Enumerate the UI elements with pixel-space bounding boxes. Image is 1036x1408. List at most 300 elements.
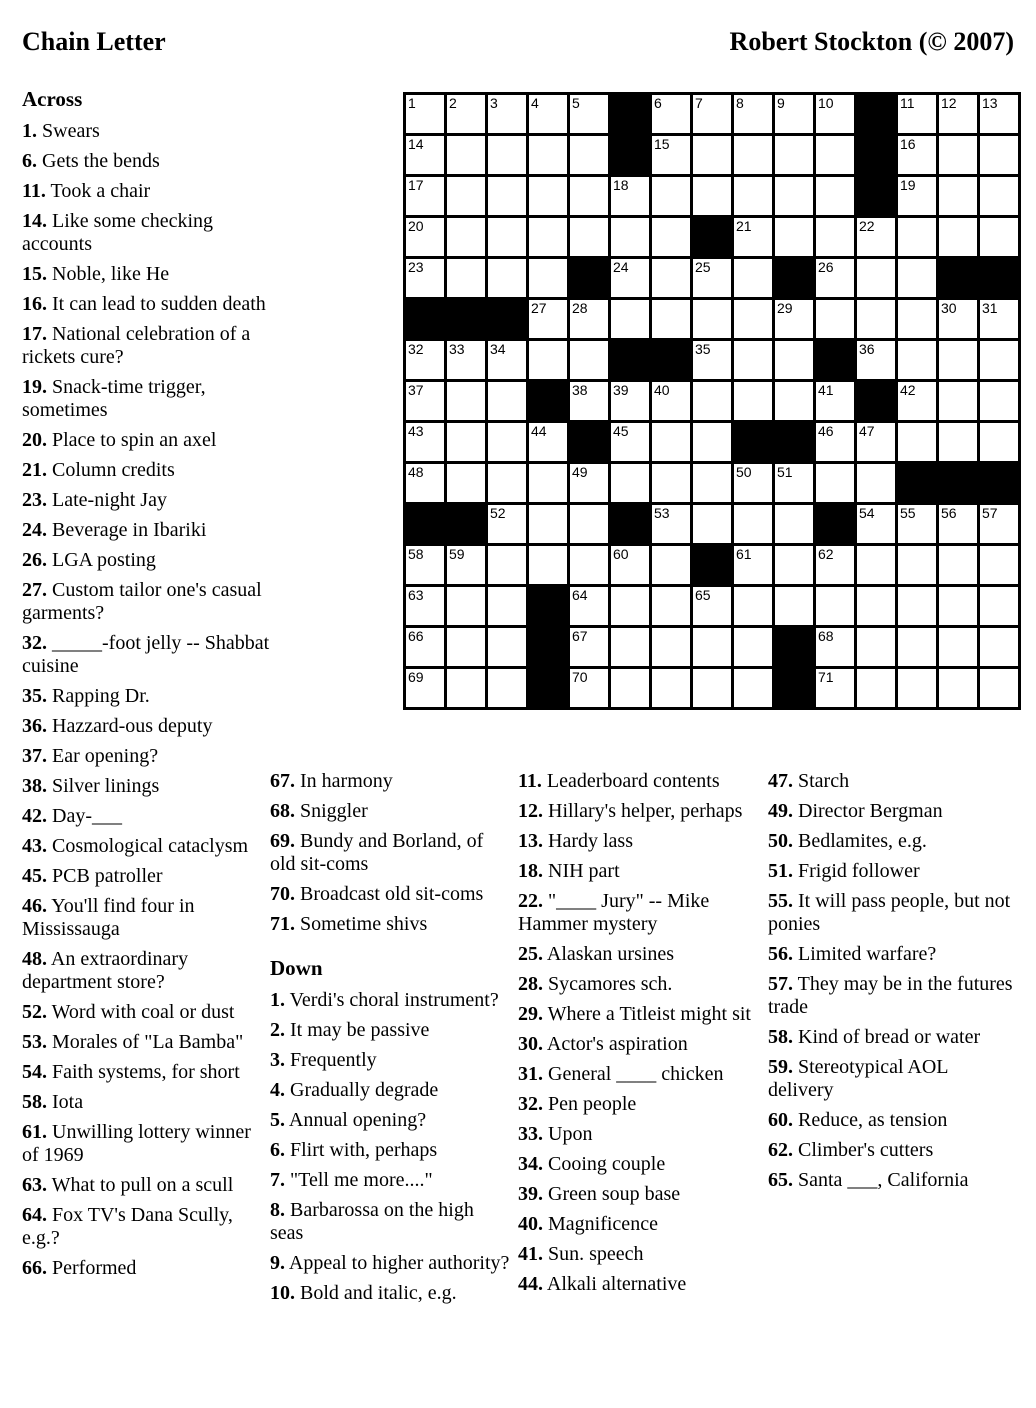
grid-cell[interactable] (529, 423, 567, 461)
grid-cell[interactable] (857, 628, 895, 666)
clue-number: 42. (22, 805, 47, 827)
clue-number: 13. (518, 830, 543, 852)
grid-cell[interactable] (447, 382, 485, 420)
cell-number: 59 (449, 546, 465, 562)
grid-cell-black (816, 505, 854, 543)
grid-cell[interactable] (980, 341, 1018, 379)
grid-cell[interactable] (447, 546, 485, 584)
clue-number: 70. (270, 883, 295, 905)
clue-number: 40. (518, 1213, 543, 1235)
grid-cell-black (775, 628, 813, 666)
clue-number: 38. (22, 775, 47, 797)
clue-number: 53. (22, 1031, 47, 1053)
grid-cell[interactable] (570, 218, 608, 256)
grid-cell[interactable] (898, 95, 936, 133)
across-clue-list (22, 120, 270, 1280)
across-clues-column (22, 88, 270, 1287)
grid-cell[interactable] (693, 259, 731, 297)
clue-down-9: 9. Appeal to higher authority? (270, 1252, 510, 1274)
grid-cell[interactable] (939, 382, 977, 420)
grid-cell[interactable] (693, 136, 731, 174)
grid-cell[interactable] (693, 423, 731, 461)
cell-number: 49 (572, 464, 588, 480)
grid-cell[interactable] (447, 95, 485, 133)
grid-cell[interactable] (734, 546, 772, 584)
grid-cell[interactable] (693, 177, 731, 215)
cell-number: 36 (859, 341, 875, 357)
clue-number: 68. (270, 800, 295, 822)
grid-cell[interactable] (406, 382, 444, 420)
clue-across-48: 48. An extraordinary department store? (22, 948, 189, 993)
clue-across-24: 24. Beverage in Ibariki (22, 519, 207, 541)
grid-cell[interactable] (488, 218, 526, 256)
grid-cell[interactable] (980, 218, 1018, 256)
grid-cell[interactable] (406, 587, 444, 625)
clue-across-46: 46. You'll find four in Mississauga (22, 895, 195, 940)
grid-cell[interactable] (857, 259, 895, 297)
cell-number: 42 (900, 382, 916, 398)
grid-cell[interactable] (570, 95, 608, 133)
grid-cell[interactable] (529, 259, 567, 297)
grid-cell[interactable] (652, 136, 690, 174)
grid-cell[interactable] (488, 546, 526, 584)
cell-number: 51 (777, 464, 793, 480)
grid-cell[interactable] (857, 464, 895, 502)
clue-number: 2. (270, 1019, 285, 1041)
grid-cell[interactable] (611, 218, 649, 256)
grid-cell[interactable] (529, 136, 567, 174)
cell-number: 37 (408, 382, 424, 398)
across-down-clues-column (270, 770, 510, 1312)
grid-cell[interactable] (652, 382, 690, 420)
down-clue-list (270, 989, 510, 1305)
grid-cell-black (652, 341, 690, 379)
grid-cell[interactable] (734, 259, 772, 297)
grid-cell[interactable] (857, 505, 895, 543)
grid-cell[interactable] (898, 300, 936, 338)
down-clues-column-2 (518, 770, 762, 1303)
grid-cell[interactable] (652, 300, 690, 338)
grid-cell[interactable] (652, 669, 690, 707)
grid-cell-black (939, 259, 977, 297)
grid-cell[interactable] (652, 259, 690, 297)
cell-number: 9 (777, 95, 785, 111)
clue-across-61: 61. Unwilling lottery winner of 1969 (22, 1121, 251, 1166)
clue-across-15: 15. Noble, like He (22, 263, 170, 285)
grid-cell[interactable] (447, 587, 485, 625)
grid-cell[interactable] (980, 669, 1018, 707)
clue-across-63: 63. What to pull on a scull (22, 1174, 234, 1196)
grid-cell[interactable] (570, 587, 608, 625)
grid-cell[interactable] (775, 341, 813, 379)
grid-cell[interactable] (529, 177, 567, 215)
grid-cell[interactable] (980, 136, 1018, 174)
grid-cell[interactable] (898, 177, 936, 215)
clue-number: 26. (22, 549, 47, 571)
grid-cell[interactable] (488, 587, 526, 625)
grid-cell[interactable] (775, 95, 813, 133)
clue-number: 11. (518, 770, 542, 792)
grid-cell[interactable] (447, 628, 485, 666)
grid-cell[interactable] (406, 95, 444, 133)
grid-cell[interactable] (734, 300, 772, 338)
grid-cell[interactable] (816, 382, 854, 420)
grid-cell[interactable] (816, 464, 854, 502)
grid-cell[interactable] (857, 300, 895, 338)
grid-cell[interactable] (488, 177, 526, 215)
grid-cell[interactable] (488, 382, 526, 420)
grid-cell[interactable] (611, 587, 649, 625)
grid-cell[interactable] (939, 587, 977, 625)
grid-cell-black (734, 423, 772, 461)
clue-number: 30. (518, 1033, 543, 1055)
grid-cell[interactable] (693, 464, 731, 502)
grid-cell[interactable] (488, 505, 526, 543)
grid-cell[interactable] (652, 423, 690, 461)
grid-cell[interactable] (775, 546, 813, 584)
grid-cell[interactable] (980, 587, 1018, 625)
cell-number: 35 (695, 341, 711, 357)
grid-cell-black (898, 464, 936, 502)
grid-cell[interactable] (488, 341, 526, 379)
clue-number: 56. (768, 943, 793, 965)
clue-number: 33. (518, 1123, 543, 1145)
cell-number: 14 (408, 136, 424, 152)
grid-cell[interactable] (898, 341, 936, 379)
clue-down-59: 59. Stereotypical AOL delivery (768, 1056, 948, 1101)
cell-number: 70 (572, 669, 588, 685)
clue-number: 24. (22, 519, 47, 541)
clue-number: 49. (768, 800, 793, 822)
grid-cell[interactable] (980, 505, 1018, 543)
clue-across-58: 58. Iota (22, 1091, 84, 1113)
grid-cell[interactable] (939, 136, 977, 174)
grid-cell-black (816, 341, 854, 379)
grid-cell[interactable] (857, 546, 895, 584)
cell-number: 5 (572, 95, 580, 111)
grid-cell[interactable] (980, 300, 1018, 338)
grid-cell[interactable] (611, 382, 649, 420)
grid-cell[interactable] (939, 341, 977, 379)
grid-cell[interactable] (652, 177, 690, 215)
clue-number: 65. (768, 1169, 793, 1191)
grid-cell[interactable] (816, 669, 854, 707)
grid-cell-black (529, 382, 567, 420)
cell-number: 62 (818, 546, 834, 562)
grid-cell[interactable] (488, 259, 526, 297)
grid-cell[interactable] (816, 546, 854, 584)
grid-cell[interactable] (939, 300, 977, 338)
grid-cell[interactable] (898, 218, 936, 256)
clue-down-3: 3. Frequently (270, 1049, 377, 1071)
grid-cell[interactable] (734, 95, 772, 133)
grid-cell[interactable] (652, 587, 690, 625)
grid-cell[interactable] (406, 464, 444, 502)
grid-cell[interactable] (406, 423, 444, 461)
grid-cell[interactable] (734, 218, 772, 256)
grid-cell[interactable] (611, 464, 649, 502)
grid-cell[interactable] (406, 218, 444, 256)
grid-cell[interactable] (816, 300, 854, 338)
grid-cell[interactable] (816, 218, 854, 256)
grid-cell[interactable] (570, 464, 608, 502)
grid-cell[interactable] (693, 95, 731, 133)
grid-cell[interactable] (488, 136, 526, 174)
grid-cell[interactable] (611, 259, 649, 297)
grid-cell[interactable] (939, 218, 977, 256)
grid-cell[interactable] (980, 423, 1018, 461)
grid-cell[interactable] (529, 300, 567, 338)
grid-cell[interactable] (693, 628, 731, 666)
clue-down-28: 28. Sycamores sch. (518, 973, 673, 995)
grid-cell[interactable] (857, 341, 895, 379)
grid-cell[interactable] (816, 95, 854, 133)
down-clue-list-continued (768, 770, 1018, 1192)
grid-cell-black (857, 382, 895, 420)
clue-across-37: 37. Ear opening? (22, 745, 159, 767)
grid-cell[interactable] (857, 669, 895, 707)
grid-cell[interactable] (406, 546, 444, 584)
grid-cell[interactable] (980, 177, 1018, 215)
grid-cell[interactable] (570, 136, 608, 174)
clue-number: 47. (768, 770, 793, 792)
grid-cell[interactable] (816, 259, 854, 297)
grid-cell[interactable] (734, 505, 772, 543)
grid-cell[interactable] (570, 546, 608, 584)
cell-number: 71 (818, 669, 834, 685)
grid-cell[interactable] (775, 382, 813, 420)
cell-number: 45 (613, 423, 629, 439)
grid-cell[interactable] (816, 136, 854, 174)
grid-cell[interactable] (693, 669, 731, 707)
grid-cell[interactable] (611, 546, 649, 584)
grid-cell[interactable] (980, 628, 1018, 666)
grid-cell[interactable] (652, 218, 690, 256)
cell-number: 18 (613, 177, 629, 193)
clue-down-44: 44. Alkali alternative (518, 1273, 687, 1295)
grid-cell[interactable] (898, 423, 936, 461)
grid-cell[interactable] (816, 587, 854, 625)
grid-cell[interactable] (447, 136, 485, 174)
grid-cell[interactable] (693, 505, 731, 543)
grid-cell[interactable] (693, 341, 731, 379)
clue-across-70: 70. Broadcast old sit-coms (270, 883, 484, 905)
cell-number: 32 (408, 341, 424, 357)
grid-cell[interactable] (488, 95, 526, 133)
cell-number: 11 (900, 95, 915, 111)
clue-number: 32. (518, 1093, 543, 1115)
clue-down-55: 55. It will pass people, but not ponies (768, 890, 1011, 935)
grid-cell[interactable] (652, 95, 690, 133)
grid-cell[interactable] (734, 669, 772, 707)
grid-cell[interactable] (693, 300, 731, 338)
grid-cell[interactable] (898, 546, 936, 584)
clue-number: 57. (768, 973, 793, 995)
grid-cell[interactable] (611, 669, 649, 707)
grid-cell-black (693, 218, 731, 256)
grid-cell[interactable] (775, 464, 813, 502)
clue-number: 12. (518, 800, 543, 822)
clue-number: 64. (22, 1204, 47, 1226)
clue-down-29: 29. Where a Titleist might sit (518, 1003, 751, 1025)
grid-cell[interactable] (980, 546, 1018, 584)
page-author: Robert Stockton (© 2007) (729, 27, 1014, 56)
cell-number: 41 (818, 382, 834, 398)
clue-number: 20. (22, 429, 47, 451)
clue-number: 11. (22, 180, 46, 202)
clue-number: 66. (22, 1257, 47, 1279)
clue-number: 17. (22, 323, 47, 345)
grid-cell[interactable] (570, 382, 608, 420)
grid-cell[interactable] (939, 505, 977, 543)
grid-cell[interactable] (529, 218, 567, 256)
clue-across-71: 71. Sometime shivs (270, 913, 428, 935)
clue-across-53: 53. Morales of "La Bamba" (22, 1031, 244, 1053)
grid-cell[interactable] (447, 341, 485, 379)
clue-down-31: 31. General ____ chicken (518, 1063, 724, 1085)
grid-cell[interactable] (734, 177, 772, 215)
grid-cell[interactable] (939, 95, 977, 133)
grid-cell[interactable] (939, 628, 977, 666)
cell-number: 29 (777, 300, 793, 316)
clue-number: 4. (270, 1079, 285, 1101)
grid-cell[interactable] (406, 669, 444, 707)
grid-cell[interactable] (857, 218, 895, 256)
grid-cell-black (980, 259, 1018, 297)
grid-cell[interactable] (857, 587, 895, 625)
grid-cell[interactable] (775, 218, 813, 256)
grid-cell[interactable] (734, 587, 772, 625)
grid-cell-black (693, 546, 731, 584)
grid-cell[interactable] (570, 300, 608, 338)
clue-number: 61. (22, 1121, 47, 1143)
clue-number: 5. (270, 1109, 285, 1131)
grid-cell[interactable] (488, 628, 526, 666)
grid-cell[interactable] (447, 177, 485, 215)
cell-number: 4 (531, 95, 539, 111)
grid-cell[interactable] (816, 177, 854, 215)
grid-cell[interactable] (898, 505, 936, 543)
grid-cell[interactable] (406, 136, 444, 174)
grid-cell[interactable] (488, 464, 526, 502)
grid-cell[interactable] (898, 382, 936, 420)
grid-cell[interactable] (570, 341, 608, 379)
grid-cell-black (775, 423, 813, 461)
grid-cell[interactable] (775, 136, 813, 174)
grid-cell[interactable] (611, 423, 649, 461)
grid-cell[interactable] (857, 423, 895, 461)
grid-cell-black (939, 464, 977, 502)
grid-cell[interactable] (406, 628, 444, 666)
grid-cell[interactable] (447, 218, 485, 256)
grid-cell[interactable] (775, 505, 813, 543)
grid-cell[interactable] (734, 464, 772, 502)
grid-cell[interactable] (775, 177, 813, 215)
grid-cell[interactable] (898, 587, 936, 625)
clue-number: 25. (518, 943, 543, 965)
grid-cell[interactable] (734, 382, 772, 420)
grid-cell[interactable] (652, 464, 690, 502)
clue-number: 7. (270, 1169, 285, 1191)
grid-cell[interactable] (529, 95, 567, 133)
grid-cell[interactable] (693, 382, 731, 420)
grid-cell[interactable] (898, 669, 936, 707)
clue-across-14: 14. Like some checking accounts (22, 210, 214, 255)
grid-cell[interactable] (488, 669, 526, 707)
grid-cell[interactable] (406, 177, 444, 215)
clue-number: 60. (768, 1109, 793, 1131)
grid-cell[interactable] (898, 136, 936, 174)
grid-cell[interactable] (529, 464, 567, 502)
grid-cell[interactable] (734, 628, 772, 666)
grid-cell[interactable] (693, 587, 731, 625)
clue-number: 52. (22, 1001, 47, 1023)
clue-number: 31. (518, 1063, 543, 1085)
grid-cell[interactable] (939, 669, 977, 707)
grid-cell[interactable] (570, 669, 608, 707)
grid-cell[interactable] (816, 628, 854, 666)
grid-cell[interactable] (734, 136, 772, 174)
clue-down-25: 25. Alaskan ursines (518, 943, 675, 965)
grid-cell[interactable] (939, 546, 977, 584)
clue-across-42: 42. Day-___ (22, 805, 122, 827)
grid-cell[interactable] (652, 546, 690, 584)
grid-cell[interactable] (775, 300, 813, 338)
grid-cell[interactable] (898, 628, 936, 666)
clue-number: 32. (22, 632, 47, 654)
grid-cell[interactable] (652, 628, 690, 666)
down-clue-list-continued (518, 770, 762, 1296)
grid-cell[interactable] (734, 341, 772, 379)
grid-cell[interactable] (816, 423, 854, 461)
cell-number: 2 (449, 95, 457, 111)
grid-cell[interactable] (570, 628, 608, 666)
clue-down-10: 10. Bold and italic, e.g. (270, 1282, 457, 1304)
grid-cell[interactable] (980, 95, 1018, 133)
grid-cell[interactable] (652, 505, 690, 543)
clue-number: 55. (768, 890, 793, 912)
grid-cell[interactable] (611, 300, 649, 338)
clue-down-18: 18. NIH part (518, 860, 620, 882)
cell-number: 39 (613, 382, 629, 398)
grid-cell[interactable] (447, 423, 485, 461)
clue-number: 54. (22, 1061, 47, 1083)
grid-cell[interactable] (529, 341, 567, 379)
grid-cell[interactable] (980, 382, 1018, 420)
grid-cell[interactable] (611, 177, 649, 215)
grid-cell[interactable] (447, 669, 485, 707)
clue-across-52: 52. Word with coal or dust (22, 1001, 235, 1023)
grid-cell[interactable] (611, 628, 649, 666)
grid-cell[interactable] (488, 423, 526, 461)
clue-number: 48. (22, 948, 47, 970)
grid-cell[interactable] (570, 177, 608, 215)
grid-cell[interactable] (775, 587, 813, 625)
grid-cell[interactable] (898, 259, 936, 297)
grid-cell[interactable] (939, 423, 977, 461)
grid-cell[interactable] (529, 546, 567, 584)
clue-number: 35. (22, 685, 47, 707)
grid-cell[interactable] (570, 505, 608, 543)
grid-cell[interactable] (406, 259, 444, 297)
grid-cell[interactable] (447, 259, 485, 297)
grid-cell[interactable] (939, 177, 977, 215)
grid-cell[interactable] (529, 505, 567, 543)
grid-cell[interactable] (447, 464, 485, 502)
cell-number: 6 (654, 95, 662, 111)
cell-number: 68 (818, 628, 834, 644)
grid-cell[interactable] (406, 341, 444, 379)
